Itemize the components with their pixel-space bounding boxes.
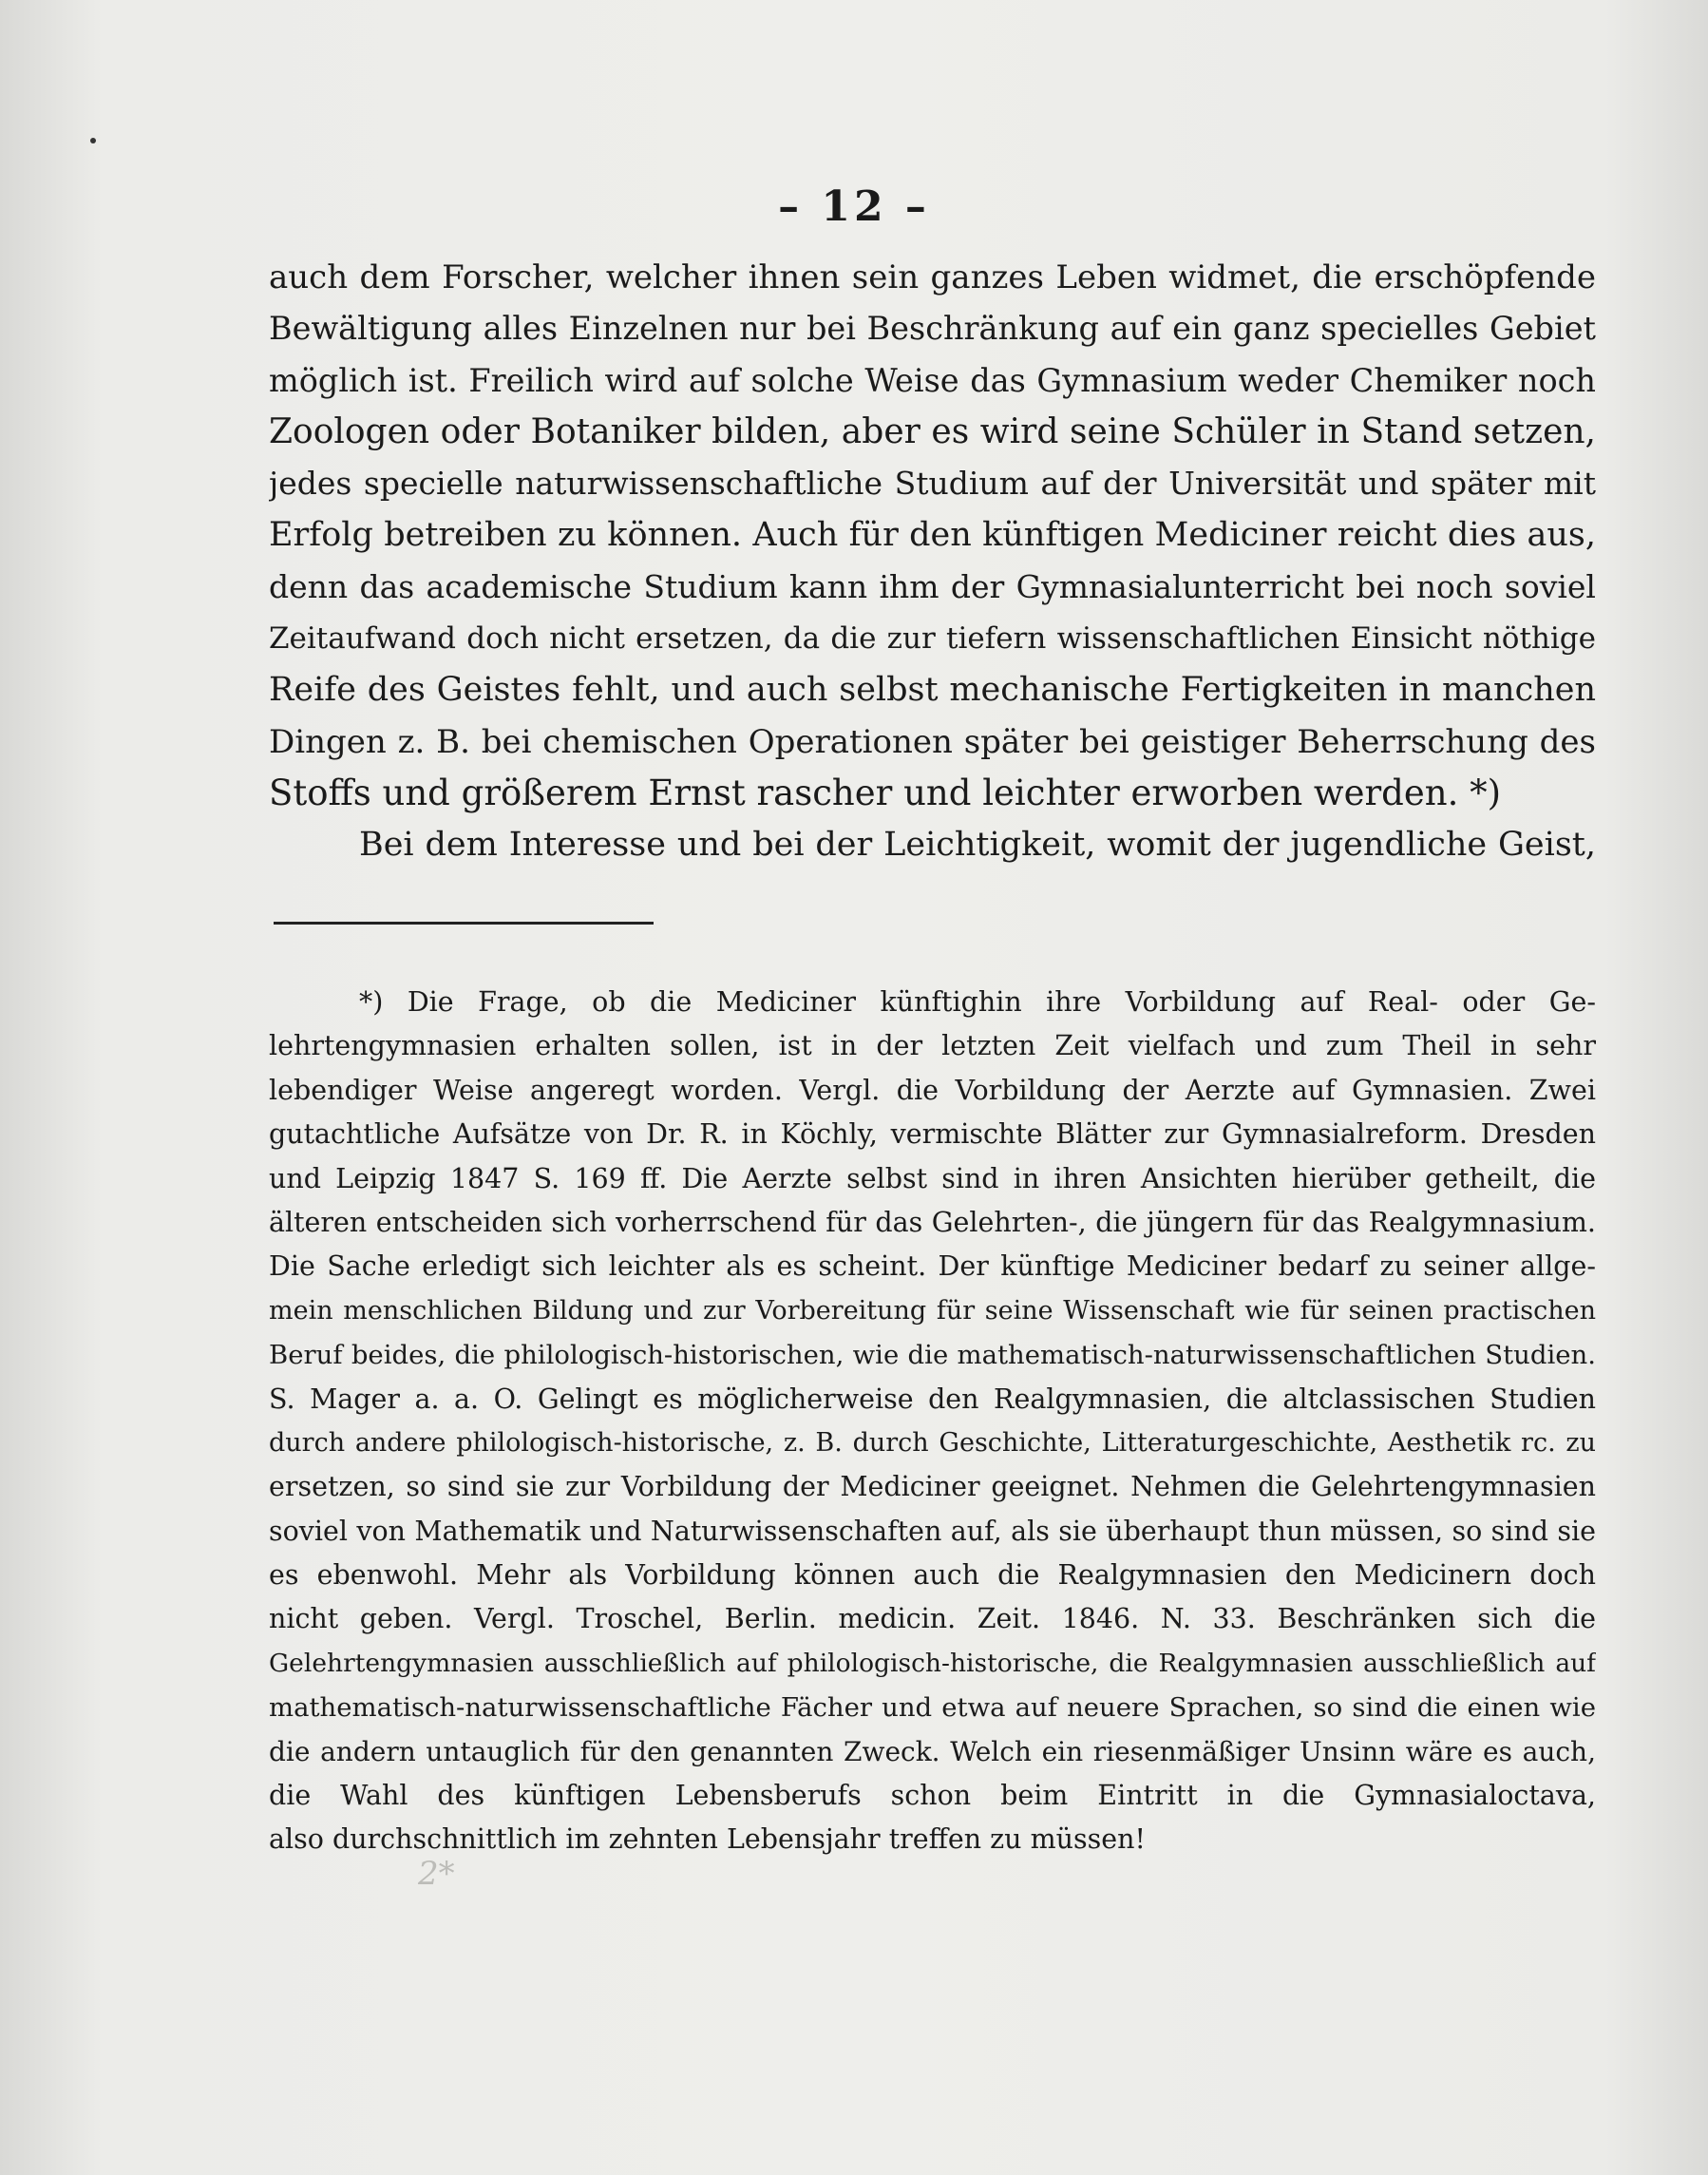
- text-line: Zeitaufwand doch nicht ersetzen, da die zur tiefern wissenschaftlichen Einsicht nöthige: [269, 621, 1596, 657]
- main-text: [269, 252, 1596, 871]
- footnote-line: soviel von Mathematik und Naturwissenschaften auf, als sie überhaupt thun müssen, so sind sie: [269, 1515, 1596, 1547]
- text-line: Stoffs und größerem Ernst rascher und leichter erworben werden. *): [269, 772, 1502, 813]
- ink-speck: [90, 138, 96, 143]
- text-line: Dingen z. B. bei chemischen Operationen später bei geistiger Beherrschung des: [269, 722, 1596, 761]
- footnote-line: lehrtengymnasien erhalten sollen, ist in der letzten Zeit vielfach und zum Theil in sehr: [269, 1030, 1596, 1062]
- text-line: Bewältigung alles Einzelnen nur bei Beschränkung auf ein ganz specielles Gebiet: [269, 310, 1596, 348]
- footnote-line: *) Die Frage, ob die Mediciner künftighin ihre Vorbildung auf Real- oder Ge-: [359, 986, 1596, 1018]
- text-line: möglich ist. Freilich wird auf solche Weise das Gymnasium weder Chemiker noch: [269, 361, 1596, 399]
- footnote-line: älteren entscheiden sich vorherrschend für das Gelehrten-, die jüngern für das Realgymnasium.: [269, 1206, 1596, 1238]
- text-line: denn das academische Studium kann ihm der Gymnasialunterricht bei noch soviel: [269, 567, 1596, 605]
- footnote-line: und Leipzig 1847 S. 169 ff. Die Aerzte selbst sind in ihren Ansichten hierüber getheilt, die: [269, 1162, 1596, 1194]
- text-line: jedes specielle naturwissenschaftliche Studium auf der Universität und später mit: [269, 465, 1596, 503]
- footnote-line: mathematisch-naturwissenschaftliche Fächer und etwa auf neuere Sprachen, so sind die einen wie: [269, 1692, 1596, 1724]
- signature-mark: 2*: [418, 1855, 455, 1893]
- footnote-line: durch andere philologisch-historische, z. B. durch Geschichte, Litteraturgeschichte, Aesthetik rc. zu: [269, 1427, 1596, 1458]
- footnote-separator: [274, 922, 654, 925]
- footnote-line: S. Mager a. a. O. Gelingt es möglicherweise den Realgymnasien, die altclassischen Studien: [269, 1383, 1596, 1415]
- footnote-line: die andern untauglich für den genannten Zweck. Welch ein riesenmäßiger Unsinn wäre es auch,: [269, 1735, 1596, 1767]
- footnote-line: ersetzen, so sind sie zur Vorbildung der Mediciner geeignet. Nehmen die Gelehrtengymnasien: [269, 1471, 1596, 1503]
- page-number: – 12 –: [778, 182, 930, 231]
- text-line: Erfolg betreiben zu können. Auch für den künftigen Mediciner reicht dies aus,: [269, 516, 1596, 555]
- footnote-line: lebendiger Weise angeregt worden. Vergl. die Vorbildung der Aerzte auf Gymnasien. Zwei: [269, 1074, 1596, 1106]
- text-line: Bei dem Interesse und bei der Leichtigkeit, womit der jugendliche Geist,: [359, 826, 1596, 865]
- text-line: Zoologen oder Botaniker bilden, aber es wird seine Schüler in Stand setzen,: [269, 411, 1596, 451]
- footnote-line: mein menschlichen Bildung und zur Vorbereitung für seine Wissenschaft wie für seinen practischen: [269, 1295, 1596, 1326]
- footnote-line: nicht geben. Vergl. Troschel, Berlin. medicin. Zeit. 1846. N. 33. Beschränken sich die: [269, 1603, 1596, 1635]
- text-line: Reife des Geistes fehlt, und auch selbst mechanische Fertigkeiten in manchen: [269, 671, 1596, 710]
- footnote-line: Gelehrtengymnasien ausschließlich auf philologisch-historische, die Realgymnasien ausschließlich auf: [269, 1648, 1596, 1678]
- footnote-line: es ebenwohl. Mehr als Vorbildung können auch die Realgymnasien den Medicinern doch: [269, 1559, 1596, 1592]
- footnote-line: Die Sache erledigt sich leichter als es scheint. Der künftige Mediciner bedarf zu seiner allge-: [269, 1250, 1596, 1283]
- footnote-line: Beruf beides, die philologisch-historischen, wie die mathematisch-naturwissenschaftlichen Studien.: [269, 1340, 1596, 1371]
- footnote-line: die Wahl des künftigen Lebensberufs schon beim Eintritt in die Gymnasialoctava,: [269, 1780, 1596, 1812]
- footnote: [269, 981, 1596, 1862]
- text-line: auch dem Forscher, welcher ihnen sein ganzes Leben widmet, die erschöpfende: [269, 258, 1596, 296]
- footnote-line: also durchschnittlich im zehnten Lebensjahr treffen zu müssen!: [269, 1823, 1146, 1856]
- footnote-line: gutachtliche Aufsätze von Dr. R. in Köchly, vermischte Blätter zur Gymnasialreform. Dresden: [269, 1118, 1596, 1151]
